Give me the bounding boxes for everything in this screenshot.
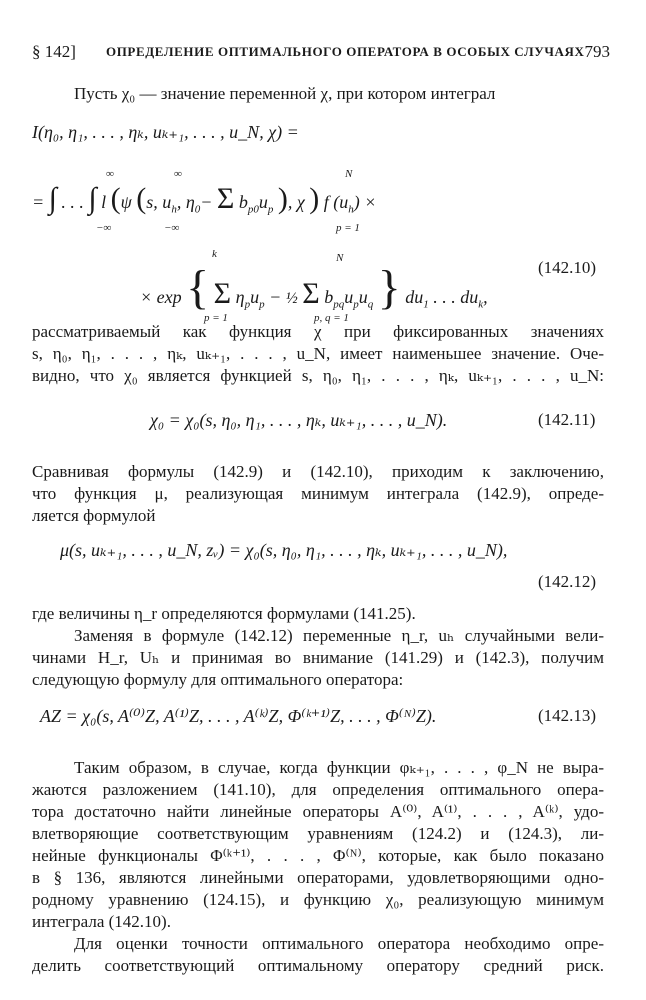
para5-line2: делить соответствующий оптимальному оператору средний риск. (32, 956, 604, 975)
intro-line: Пусть χ₀ — значение переменной χ, при котором интеграл (74, 84, 496, 103)
para4-line3: тора достаточно найти линейные операторы A⁽⁰⁾, A⁽¹⁾, . . . , A⁽ᵏ⁾, удо- (32, 802, 604, 821)
eq-142-13-number: (142.13) (538, 706, 597, 725)
para2-line3: ляется формулой (32, 506, 156, 525)
eq-142-10-row1: ∞ −∞ ∞ −∞ N p = 1 = ∫ . . . ∫ l (ψ (s, $u_h$, $\eta_0- \Sigma$ $b_{p0}u_p$ ), χ ) f $(u_h)$ × (32, 168, 377, 234)
para3-line4: следующую формулу для оптимального оператора: (32, 670, 404, 689)
para3-line2: Заменяя в формуле (142.12) переменные η_r, uₕ случайными вели- (74, 626, 604, 645)
para3-line3: чинами H_r, Uₕ и принимая во внимание (141.29) и (142.3), получим (32, 648, 604, 667)
para3-line1: где величины η_r определяются формулами (141.25). (32, 604, 416, 623)
eq-142-12: μ(s, uₖ₊₁, . . . , u_N, zᵥ) = χ₀(s, η₀, η₁, . . . , ηₖ, uₖ₊₁, . . . , u_N), (60, 540, 508, 560)
eq-142-10-row2: k p = 1 N p, q = 1 × exp { Σ $\eta_pu_p$ − ½ Σ $b_{pq}u_pu_q$ } $du_1$ . . . $du_k$, (140, 248, 488, 324)
para2-line2: что функция μ, реализующая минимум интеграла (142.9), опреде- (32, 484, 604, 503)
header-title: ОПРЕДЕЛЕНИЕ ОПТИМАЛЬНОГО ОПЕРАТОРА В ОСОБЫХ СЛУЧАЯХ (106, 44, 585, 59)
eq-142-10-number: (142.10) (538, 258, 597, 277)
para4-line5: нейные функционалы Φ⁽ᵏ⁺¹⁾, . . . , Φ⁽ᴺ⁾, которые, как было показано (32, 846, 604, 865)
header-section: § 142] (32, 42, 76, 61)
para4-line2: жаются разложением (141.10), для определения оптимального опера- (32, 780, 604, 799)
para4-line8: интеграла (142.10). (32, 912, 171, 931)
para4-line1: Таким образом, в случае, когда функции φₖ₊₁, . . . , φ_N не выра- (74, 758, 604, 777)
para4-line4: влетворяющие соответствующим уравнениям (124.2) и (124.3), ли- (32, 824, 604, 843)
eq-142-10-lhs: I(η₀, η₁, . . . , ηₖ, uₖ₊₁, . . . , u_N, χ) = (32, 122, 299, 142)
para2-line1: Сравнивая формулы (142.9) и (142.10), приходим к заключению, (32, 462, 604, 481)
para1-line2: s, η₀, η₁, . . . , ηₖ, uₖ₊₁, . . . , u_N, имеет наименьшее значение. Оче- (32, 344, 604, 363)
eq-142-11: χ₀ = χ₀(s, η₀, η₁, . . . , ηₖ, uₖ₊₁, . . . , u_N). (150, 410, 448, 430)
para1-line3: видно, что χ₀ является функцией s, η₀, η₁, . . . , ηₖ, uₖ₊₁, . . . , u_N: (32, 366, 604, 385)
eq-142-11-number: (142.11) (538, 410, 596, 429)
eq-142-12-number: (142.12) (538, 572, 597, 591)
para1-line1: рассматриваемый как функция χ при фиксированных значениях (32, 322, 604, 341)
para5-line1: Для оценки точности оптимального оператора необходимо опре- (74, 934, 604, 953)
eq-142-13: AZ = χ₀(s, A⁽⁰⁾Z, A⁽¹⁾Z, . . . , A⁽ᵏ⁾Z, Φ⁽ᵏ⁺¹⁾Z, . . . , Φ⁽ᴺ⁾Z). (40, 706, 437, 726)
page-number: 793 (584, 42, 610, 61)
para4-line7: родному уравнению (124.15), и функцию χ₀, реализующую минимум (32, 890, 604, 909)
para4-line6: в § 136, являются линейными операторами, удовлетворяющими одно- (32, 868, 604, 887)
running-header (32, 42, 610, 64)
